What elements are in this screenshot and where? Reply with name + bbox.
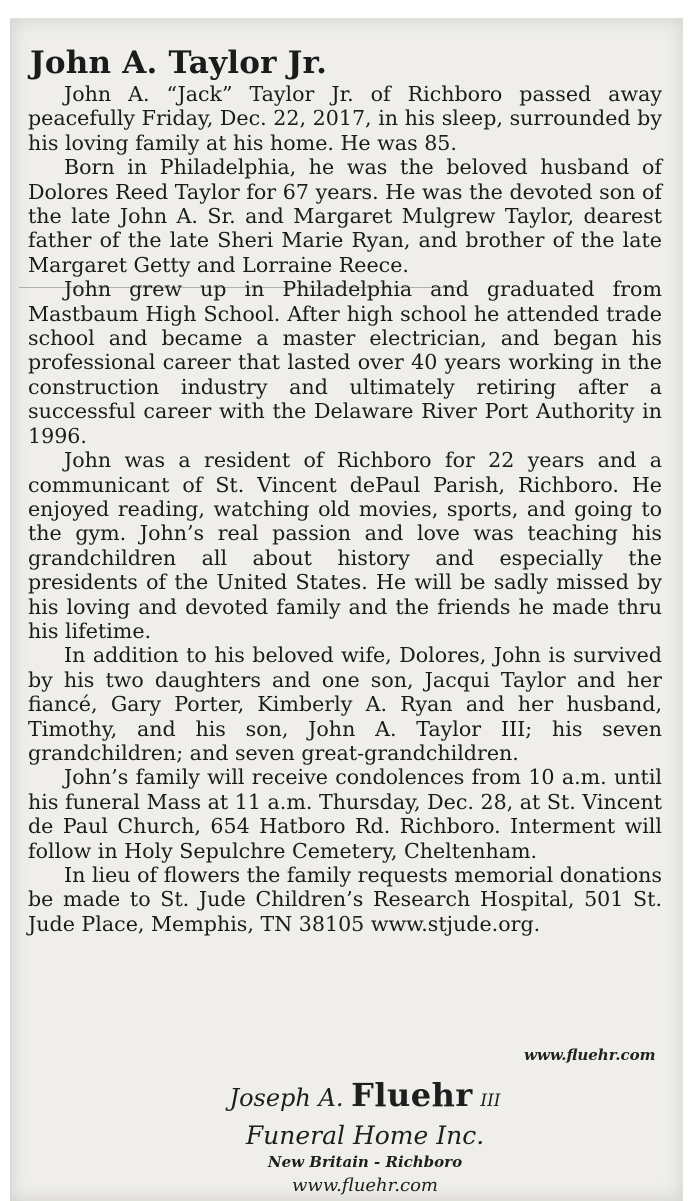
funeral-home-website-top: www.fluehr.com bbox=[524, 1046, 656, 1064]
obituary-paragraph-2: Born in Philadelphia, he was the beloved husband of Dolores Reed Taylor for 67 years. He was the devoted son of the late John A. Sr. and Margaret Mulgrew Taylor, dearest father of the late Sheri Marie Ryan, and brother of the late Margaret Getty and Lorraine Reece. bbox=[28, 155, 662, 277]
obituary-paragraph-1: John A. “Jack” Taylor Jr. of Richboro passed away peacefully Friday, Dec. 22, 2017, in his sleep, surrounded by his loving family at his home. He was 85. bbox=[28, 82, 662, 155]
obituary-title: John A. Taylor Jr. bbox=[30, 45, 328, 81]
obituary-paragraph-4: John was a resident of Richboro for 22 years and a communicant of St. Vincent dePaul Parish, Richboro. He enjoyed reading, watching old movies, sports, and going to the gym. John’s real passion and love was teaching his grandchildren all about history and especially the presidents of the United States. He will be sadly missed by his loving and devoted family and the friends he made thru his lifetime. bbox=[28, 448, 662, 643]
funeral-home-name-suffix: III bbox=[480, 1091, 501, 1111]
funeral-home-name bbox=[200, 1075, 530, 1121]
funeral-home-locations: New Britain - Richboro bbox=[267, 1153, 463, 1171]
obituary-paragraph-6: John’s family will receive condolences from 10 a.m. until his funeral Mass at 11 a.m. Thursday, Dec. 28, at St. Vincent de Paul Church, 654 Hatboro Rd. Richboro. Interment will follow in Holy Sepulchre Cemetery, Cheltenham. bbox=[28, 765, 662, 863]
funeral-home-logo bbox=[200, 1075, 530, 1199]
obituary-paragraph-7: In lieu of flowers the family requests memorial donations be made to St. Jude Children’s Research Hospital, 501 St. Jude Place, Memphis, TN 38105 www.stjude.org. bbox=[28, 863, 662, 936]
funeral-home-website-bottom: www.fluehr.com bbox=[292, 1175, 438, 1196]
obituary bbox=[28, 44, 662, 936]
funeral-home-name-main: Fluehr bbox=[351, 1076, 473, 1114]
funeral-home-subtitle: Funeral Home Inc. bbox=[245, 1121, 485, 1150]
obituary-paragraph-3: John grew up in Philadelphia and graduated from Mastbaum High School. After high school he attended trade school and became a master electrician, and began his professional career that lasted over 40 years working in the construction industry and ultimately retiring after a successful career with the Delaware River Port Authority in 1996. bbox=[28, 277, 662, 448]
funeral-home-name-prefix: Joseph A. bbox=[229, 1084, 344, 1112]
obituary-paragraph-5: In addition to his beloved wife, Dolores, John is survived by his two daughters and one son, Jacqui Taylor and her fiancé, Gary Porter, Kimberly A. Ryan and her husband, Timothy, and his son, John A. Taylor III; his seven grandchildren; and seven great-grandchildren. bbox=[28, 643, 662, 765]
